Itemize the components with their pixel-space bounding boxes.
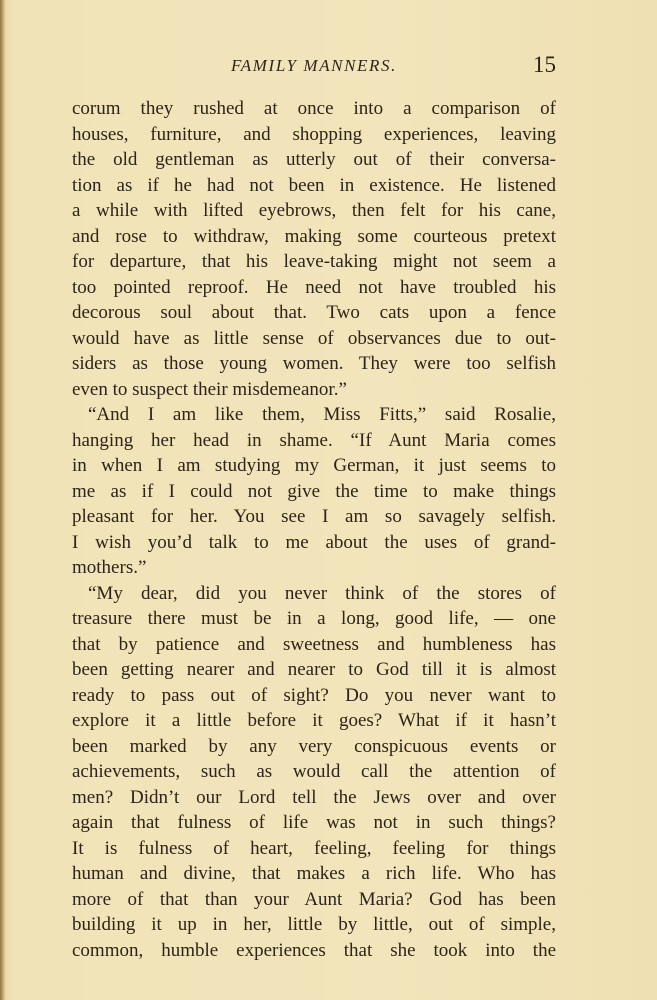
text-line: It is fulness of heart, feeling, feeling for things xyxy=(72,837,556,859)
text-line: men? Didn’t our Lord tell the Jews over and over xyxy=(72,786,556,808)
text-line: for departure, that his leave-taking might not seem a xyxy=(72,251,556,272)
text-line: pleasant for her. You see I am so savagely selfish. xyxy=(72,506,556,527)
text-line: decorous soul about that. Two cats upon a fence xyxy=(72,302,556,323)
text-line: been getting nearer and nearer to God till it is almost xyxy=(72,659,556,680)
text-line: mothers.” xyxy=(72,557,147,578)
text-line: more of that than your Aunt Maria? God has been xyxy=(72,888,556,910)
paragraph-start-line: “And I am like them, Miss Fitts,” said Rosalie, xyxy=(88,404,556,425)
page-gutter-shadow xyxy=(0,0,5,1000)
text-line: I wish you’d talk to me about the uses of grand- xyxy=(72,531,556,553)
text-line: me as if I could not give the time to make things xyxy=(72,480,556,502)
text-line: corum they rushed at once into a comparison of xyxy=(72,98,556,119)
text-line: in when I am studying my German, it just seems to xyxy=(72,455,556,476)
running-title: FAMILY MANNERS. xyxy=(231,56,397,75)
text-line: the old gentleman as utterly out of their conversa- xyxy=(72,149,556,170)
text-line: building it up in her, little by little, out of simple, xyxy=(72,914,556,935)
text-line: explore it a little before it goes? What if it hasn’t xyxy=(72,710,556,731)
page-number: 15 xyxy=(533,52,556,77)
text-line: and rose to withdraw, making some courteous pretext xyxy=(72,225,556,247)
paragraph-start-line: “My dear, did you never think of the stores of xyxy=(88,582,556,604)
text-line: ready to pass out of sight? Do you never want to xyxy=(72,684,556,706)
text-line: that by patience and sweetness and humbleness has xyxy=(72,633,556,655)
text-line: been marked by any very conspicuous events or xyxy=(72,735,556,757)
body-text xyxy=(72,96,556,963)
text-line: a while with lifted eyebrows, then felt for his cane, xyxy=(72,200,556,221)
text-line: achievements, such as would call the attention of xyxy=(72,761,556,782)
text-line: houses, furniture, and shopping experiences, leaving xyxy=(72,123,556,145)
text-line: again that fulness of life was not in such things? xyxy=(72,812,556,833)
text-line: common, humble experiences that she took into the xyxy=(72,939,556,961)
text-line: even to suspect their misdemeanor.” xyxy=(72,378,347,400)
text-line: hanging her head in shame. “If Aunt Maria comes xyxy=(72,429,556,451)
page-header xyxy=(72,52,556,80)
text-line: siders as those young women. They were too selfish xyxy=(72,353,556,374)
text-line: too pointed reproof. He need not have troubled his xyxy=(72,276,556,298)
text-line: treasure there must be in a long, good life, — one xyxy=(72,608,556,629)
text-line: human and divine, that makes a rich life. Who has xyxy=(72,863,556,884)
text-line: tion as if he had not been in existence. He listened xyxy=(72,174,556,196)
text-line: would have as little sense of observances due to out- xyxy=(72,327,556,349)
